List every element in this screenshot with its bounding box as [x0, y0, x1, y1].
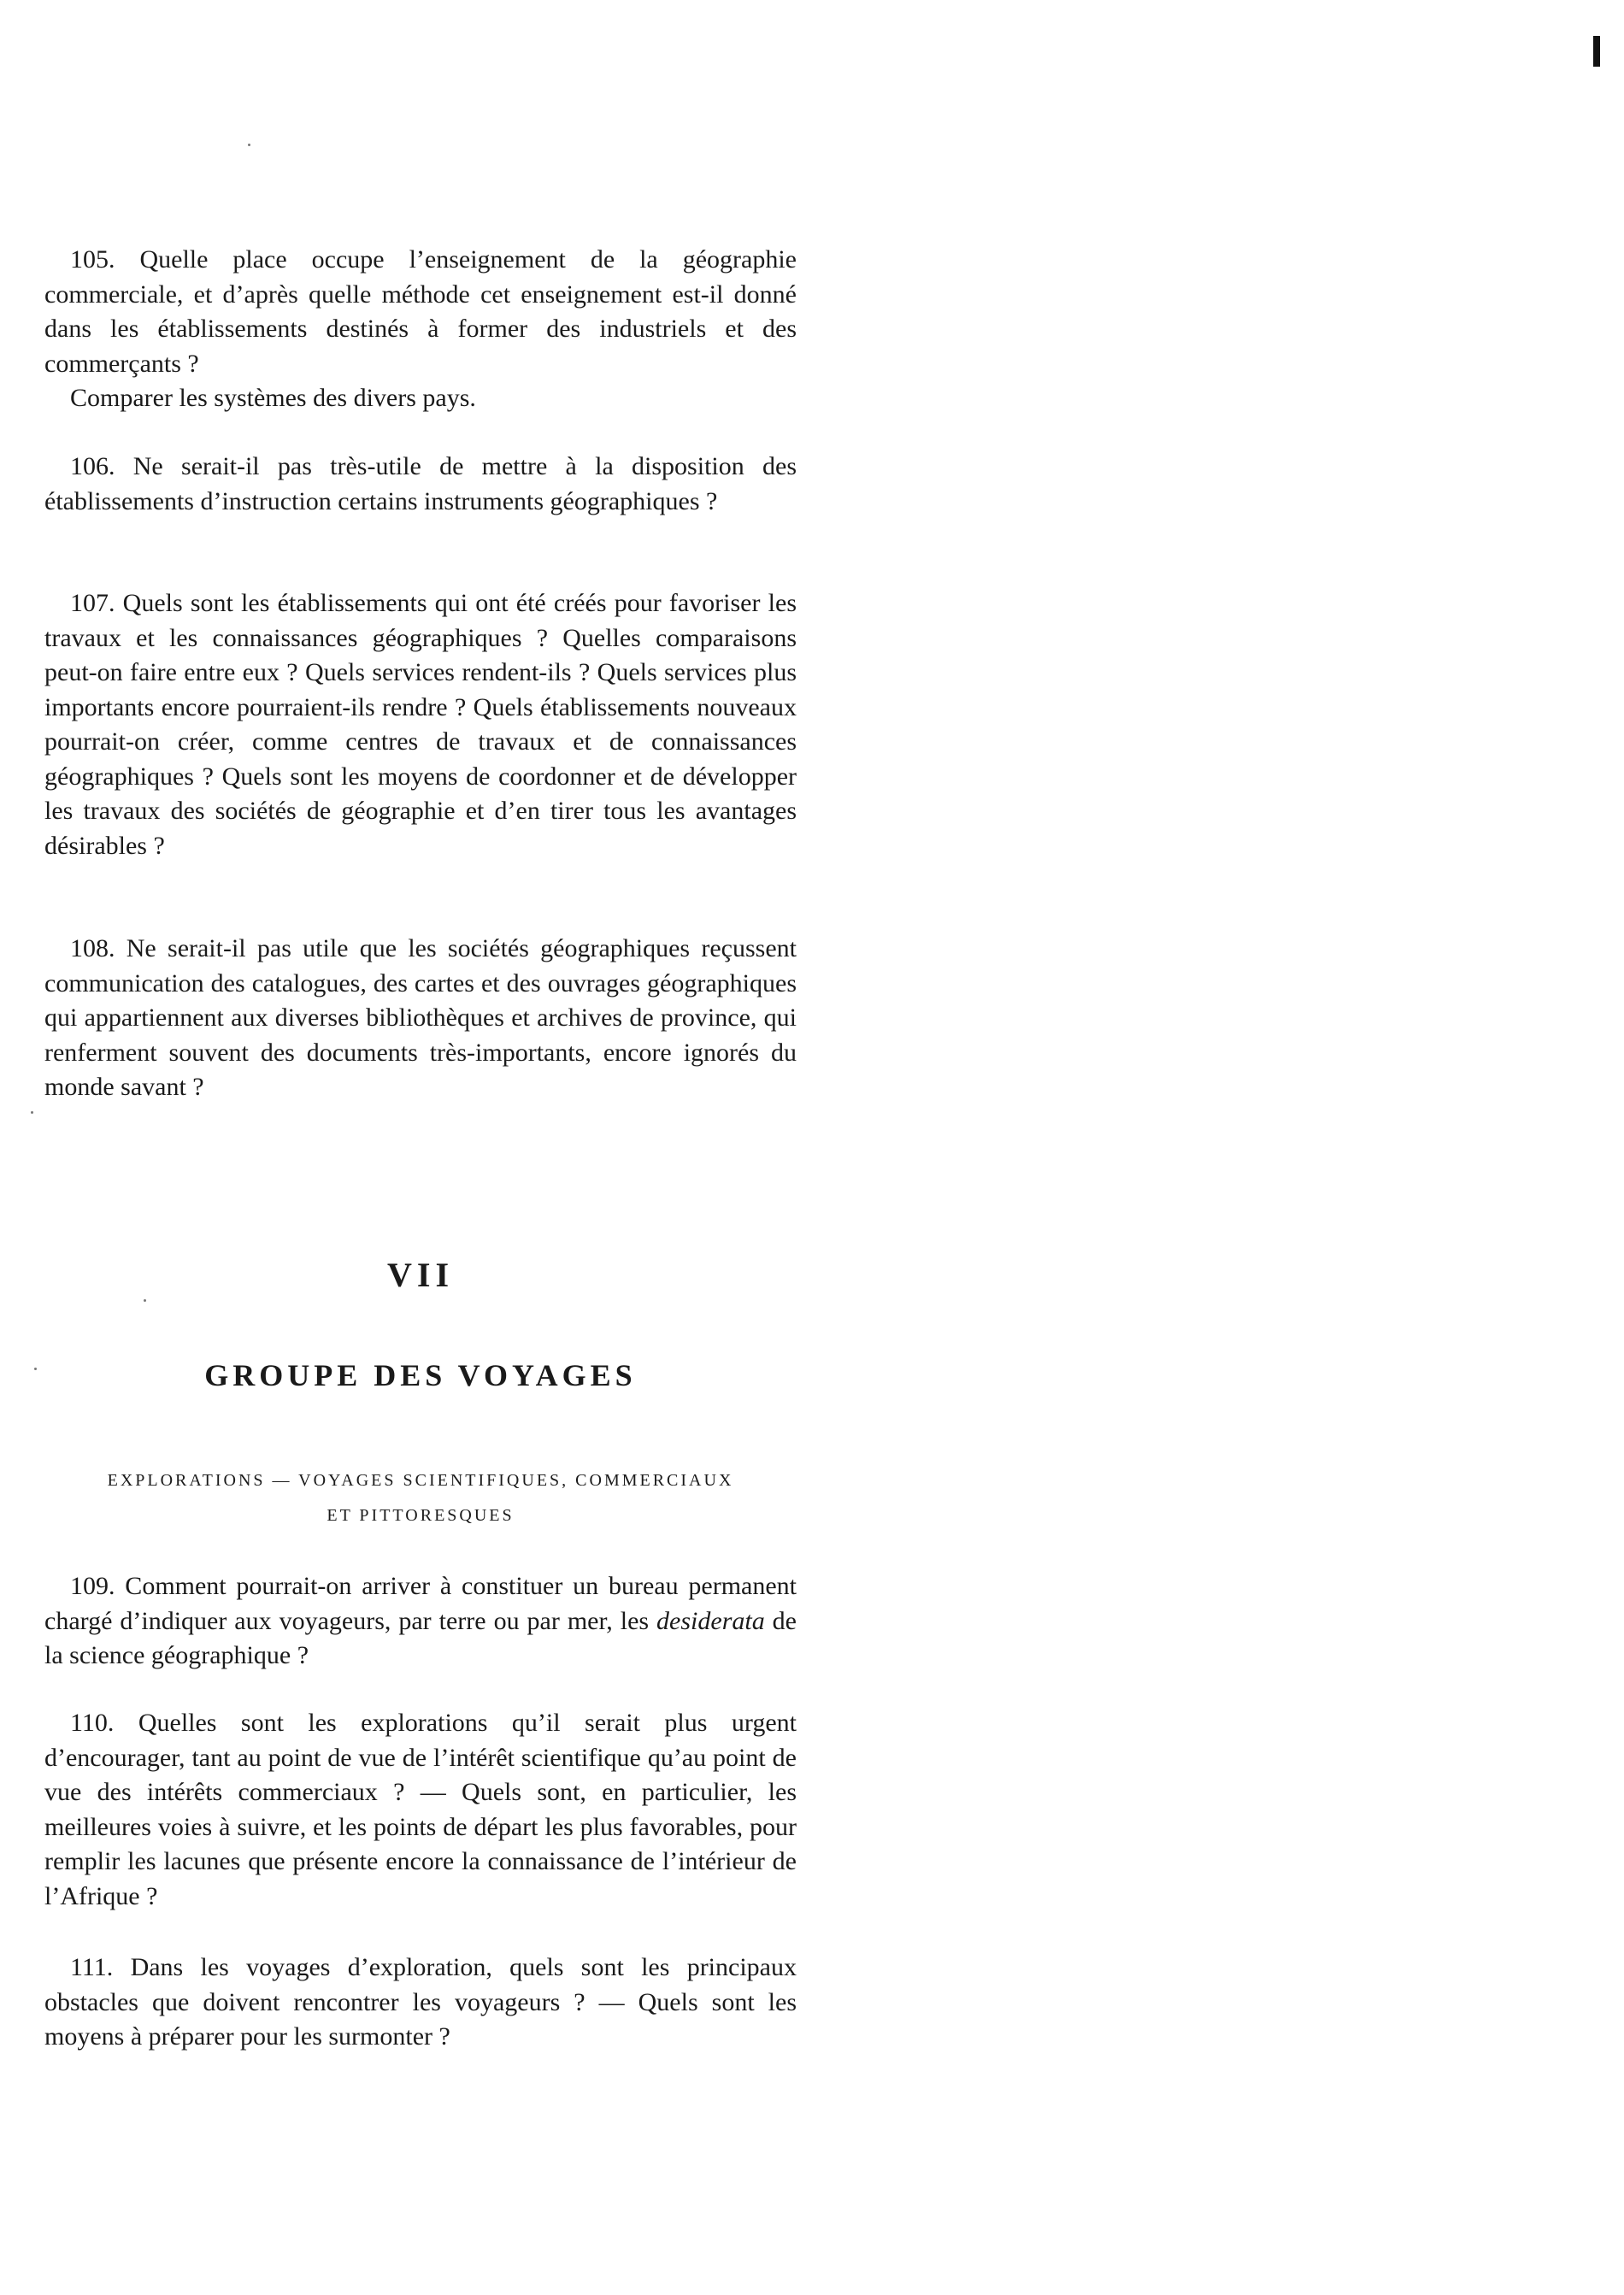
- section-number: VII: [386, 1256, 455, 1294]
- section-title: GROUPE DES VOYAGES: [204, 1358, 637, 1392]
- paragraph-105-note: Comparer les systèmes des divers pays.: [70, 384, 476, 412]
- paragraph-109-italic: desiderata: [656, 1606, 765, 1635]
- scan-speck: [34, 1368, 37, 1370]
- paragraph-105: 105. Quelle place occupe l’enseignement de la géographie commerciale, et d’après quelle méthode cet enseignement est-il donné dans les établissements destinés à former des industriels et des commerçants ?: [44, 245, 797, 378]
- paragraph-108: 108. Ne serait-il pas utile que les sociétés géographiques reçussent communication des catalogues, des cartes et des ouvrages géographiques qui appartiennent aux diverses bibliothèques et archives de province, qui renferment souvent des documents très-importants, encore ignorés du monde savant ?: [44, 934, 797, 1101]
- paragraph-107: 107. Quels sont les établissements qui ont été créés pour favoriser les travaux et les connaissances géographiques ? Quelles comparaisons peut-on faire entre eux ? Quels services rendent-ils ? Quels services plus importants encore pourraient-ils rendre ? Quels établissements nouveaux pourrait-on créer, comme centres de travaux et de connaissances géographiques ? Quels sont les moyens de coordonner et de développer les travaux des sociétés de géographie et d’en tirer tous les avantages désirables ?: [44, 589, 797, 860]
- section-subtitle-line-2: ET PITTORESQUES: [327, 1506, 515, 1525]
- section-subtitle-line-1: EXPLORATIONS — VOYAGES SCIENTIFIQUES, COMMERCIAUX: [107, 1471, 734, 1490]
- scan-speck: [144, 1299, 146, 1302]
- scan-speck: [248, 144, 250, 146]
- scan-speck: [31, 1111, 33, 1114]
- paragraph-109-text-end: de la science géographique ?: [44, 1606, 797, 1669]
- paragraph-110: 110. Quelles sont les explorations qu’il serait plus urgent d’encourager, tant au point de vue de l’intérêt scientifique qu’au point de vue des intérêts commerciaux ? — Quels sont, en particulier, les meilleures voies à suivre, et les points de départ les plus favorables, pour remplir les lacunes que présente encore la connaissance de l’intérieur de l’Afrique ?: [44, 1709, 797, 1910]
- paragraph-109-text: 109. Comment pourrait-on arriver à constituer un bureau permanent chargé d’indiquer aux voyageurs, par terre ou par mer, les: [44, 1572, 797, 1635]
- paragraph-106: 106. Ne serait-il pas très-utile de mettre à la disposition des établissements d’instruction certains instruments géographiques ?: [44, 452, 797, 515]
- section-subtitle: [44, 1463, 797, 1533]
- paragraph-109: [44, 1569, 797, 1674]
- paragraph-111: 111. Dans les voyages d’exploration, quels sont les principaux obstacles que doivent rencontrer les voyageurs ? — Quels sont les moyens à préparer pour les surmonter ?: [44, 1953, 797, 2051]
- margin-edge-mark: [1593, 36, 1600, 67]
